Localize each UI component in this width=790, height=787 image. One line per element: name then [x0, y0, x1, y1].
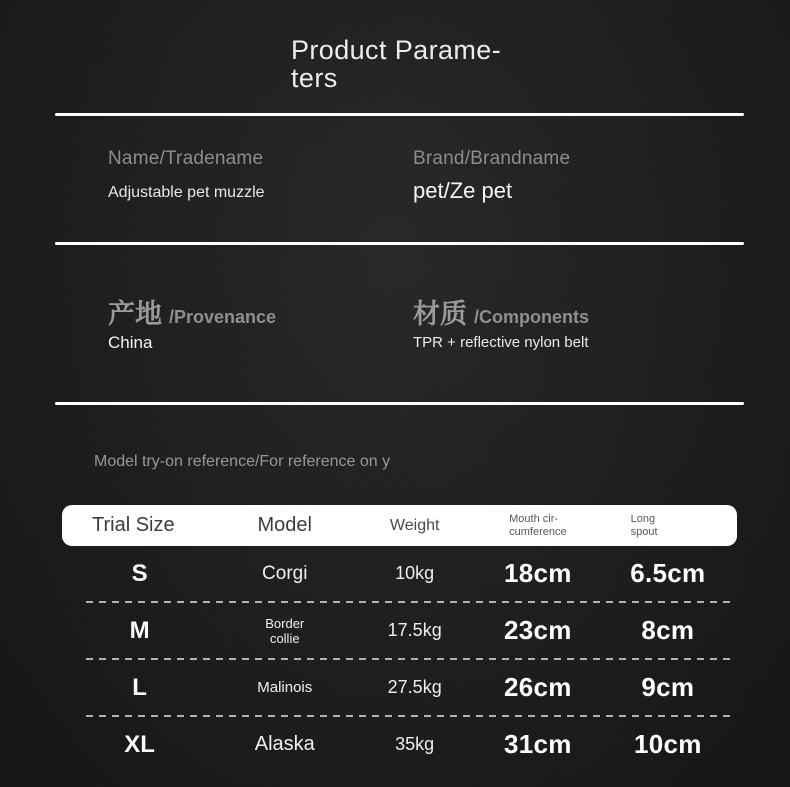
components-label-en: /Components — [474, 307, 589, 327]
header-spout-line2: spout — [630, 525, 658, 538]
components-label — [413, 292, 589, 331]
table-header — [62, 505, 737, 546]
header-mouth-line1: Mouth cir- — [509, 512, 559, 525]
model-cell — [217, 563, 352, 585]
spout-cell: 10cm — [633, 729, 702, 759]
provenance-label-en: /Provenance — [169, 307, 277, 327]
page-title-line1: Product Parame- — [291, 35, 502, 65]
model-cell — [217, 733, 352, 756]
header-model: Model — [257, 514, 312, 536]
header-spout-line1: Long — [630, 512, 656, 525]
size-cell: S — [131, 559, 148, 587]
table-row-xl — [62, 717, 737, 772]
model-line: Alaska — [254, 733, 315, 755]
divider-top — [55, 113, 744, 116]
mouth-cell: 23cm — [504, 615, 572, 645]
divider-bottom — [55, 402, 744, 405]
spout-cell: 8cm — [641, 615, 695, 645]
spout-cell: 6.5cm — [630, 558, 706, 588]
reference-note: Model try-on reference/For reference on y — [94, 453, 391, 470]
model-cell — [217, 616, 352, 646]
provenance-value: China — [108, 333, 153, 352]
brand-label: Brand/Brandname — [413, 148, 571, 169]
header-trial-size: Trial Size — [92, 514, 175, 536]
weight-cell: 27.5kg — [387, 677, 442, 697]
components-label-zh: 材质 — [413, 299, 467, 329]
header-long-spout — [599, 513, 737, 539]
components-value: TPR + reflective nylon belt — [413, 334, 589, 351]
table-body — [62, 546, 737, 772]
model-line: Border — [265, 615, 305, 631]
provenance-label-zh: 产地 — [108, 299, 162, 329]
model-cell — [217, 679, 352, 696]
table-row-l — [62, 660, 737, 715]
spout-cell: 9cm — [641, 672, 695, 702]
weight-cell: 10kg — [395, 563, 435, 583]
table-row-m — [62, 603, 737, 658]
mouth-cell: 31cm — [504, 729, 572, 759]
weight-cell: 35kg — [395, 734, 435, 754]
brand-value: pet/Ze pet — [413, 178, 513, 203]
table-row-s — [62, 546, 737, 601]
model-line: collie — [269, 630, 300, 646]
divider-middle — [55, 242, 744, 245]
size-cell: XL — [124, 730, 155, 758]
provenance-label — [108, 292, 276, 331]
mouth-cell: 18cm — [504, 558, 572, 588]
size-cell: L — [132, 673, 147, 701]
header-mouth-circumference — [477, 513, 599, 539]
name-label: Name/Tradename — [108, 148, 264, 169]
size-cell: M — [129, 616, 150, 644]
model-line: Corgi — [262, 562, 308, 584]
weight-cell: 17.5kg — [387, 620, 442, 640]
mouth-cell: 26cm — [504, 672, 572, 702]
header-weight: Weight — [389, 516, 440, 534]
name-value: Adjustable pet muzzle — [108, 184, 265, 201]
header-mouth-line2: cumference — [509, 525, 567, 538]
page-title-line2: ters — [291, 63, 338, 93]
page-title — [291, 36, 501, 92]
model-line: Malinois — [257, 679, 313, 696]
